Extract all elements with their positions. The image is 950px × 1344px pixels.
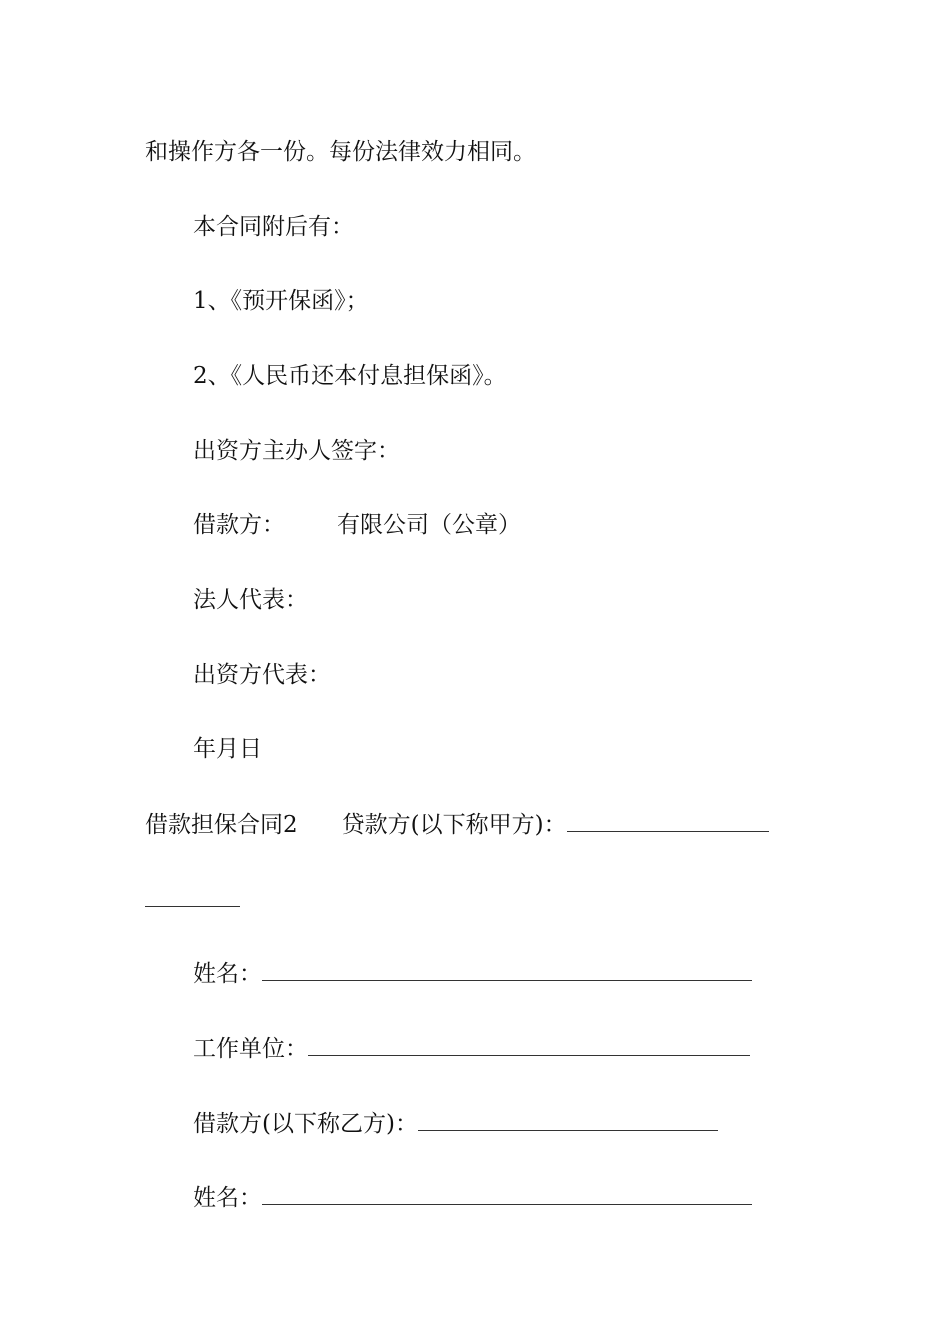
text-line-attachment-1: [193, 286, 369, 316]
text-line-borrower-party: [193, 1108, 718, 1139]
lender-blank-continued: [145, 884, 240, 907]
borrower-party-label: 借款方(以下称乙方)：: [193, 1111, 418, 1137]
text-line-borrower-name: [193, 1182, 752, 1213]
lender-name-label: 姓名：: [193, 961, 262, 987]
borrower-party-blank: [418, 1108, 718, 1131]
text-line-contract-title: [145, 809, 769, 840]
lender-name-blank: [262, 958, 752, 981]
investor-signature-label: 出资方主办人签字：: [193, 438, 400, 464]
lender-employer-label: 工作单位：: [193, 1036, 308, 1062]
borrower-label: 借款方：: [193, 512, 285, 538]
lender-employer-blank: [308, 1033, 750, 1056]
attachments-heading: 本合同附后有：: [193, 214, 354, 240]
contract-title: 借款担保合同2: [145, 812, 298, 838]
attachment-2: 2、《人民币还本付息担保函》。: [193, 363, 507, 389]
attachment-1: 1、《预开保函》；: [193, 288, 369, 314]
text-line-date: [193, 734, 262, 764]
date-label: 年月日: [193, 736, 262, 762]
lender-label: 贷款方(以下称甲方)：: [341, 812, 567, 838]
text-line-attachment-2: [193, 361, 507, 391]
text-line-lender-name: [193, 958, 752, 989]
lender-blank: [567, 809, 769, 832]
text-line-attachments-heading: [193, 212, 354, 242]
company-seal-text: 有限公司（公章）: [337, 512, 521, 538]
borrower-name-blank: [262, 1182, 752, 1205]
text-line-legal-rep: [193, 585, 308, 615]
text-line-lender-employer: [193, 1033, 750, 1064]
text-line-investor-rep: [193, 660, 331, 690]
investor-rep-label: 出资方代表：: [193, 662, 331, 688]
legal-rep-label: 法人代表：: [193, 587, 308, 613]
text-line-investor-signature: [193, 436, 400, 466]
text-line-borrower: [193, 510, 521, 540]
text-line-copies: [145, 137, 536, 167]
text-line-lender-blank-cont: [145, 884, 240, 915]
copies-text: 和操作方各一份。每份法律效力相同。: [145, 139, 536, 165]
borrower-name-label: 姓名：: [193, 1185, 262, 1211]
